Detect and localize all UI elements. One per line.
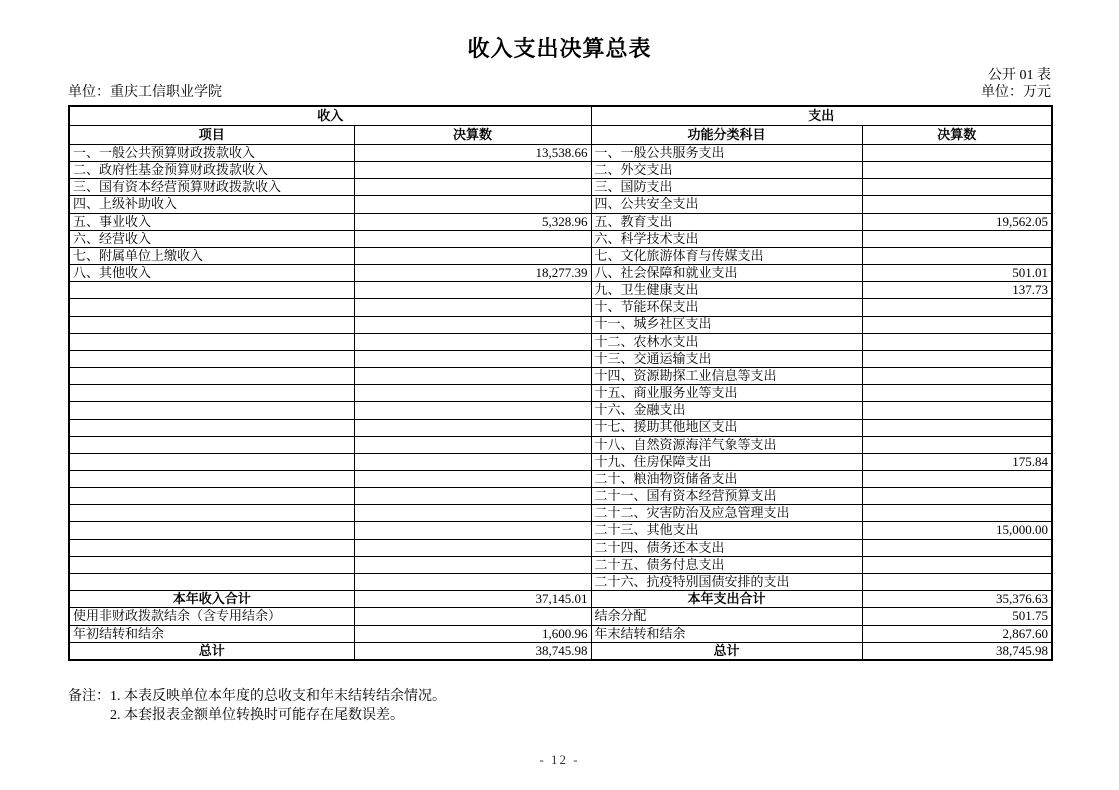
table-row bbox=[69, 402, 1052, 419]
income-value-cell: 37,145.01 bbox=[354, 591, 591, 608]
expense-item-cell: 六、科学技术支出 bbox=[591, 230, 862, 247]
expense-item-cell: 十、节能环保支出 bbox=[591, 299, 862, 316]
income-value-header-cell: 决算数 bbox=[354, 126, 591, 145]
income-value-cell bbox=[354, 402, 591, 419]
expense-value-cell: 501.75 bbox=[862, 608, 1052, 625]
table-row bbox=[69, 265, 1052, 282]
table-row bbox=[69, 470, 1052, 487]
income-item-cell: 八、其他收入 bbox=[69, 265, 354, 282]
table-row bbox=[69, 213, 1052, 230]
income-item-cell: 总计 bbox=[69, 642, 354, 660]
income-item-cell bbox=[69, 419, 354, 436]
income-value-cell bbox=[354, 162, 591, 179]
income-item-cell bbox=[69, 573, 354, 590]
expense-item-cell: 二十六、抗疫特别国债安排的支出 bbox=[591, 573, 862, 590]
column-header-row bbox=[69, 126, 1052, 145]
income-item-cell bbox=[69, 470, 354, 487]
expense-item-cell: 二十、粮油物资储备支出 bbox=[591, 470, 862, 487]
table-row bbox=[69, 368, 1052, 385]
expense-value-cell bbox=[862, 145, 1052, 162]
expense-value-cell bbox=[862, 247, 1052, 264]
income-section-header-cell: 收入 bbox=[69, 106, 591, 126]
income-value-cell bbox=[354, 333, 591, 350]
expense-item-cell: 年末结转和结余 bbox=[591, 625, 862, 642]
expense-value-cell: 2,867.60 bbox=[862, 625, 1052, 642]
income-item-cell: 七、附属单位上缴收入 bbox=[69, 247, 354, 264]
income-item-cell bbox=[69, 522, 354, 539]
table-row bbox=[69, 333, 1052, 350]
income-item-cell: 年初结转和结余 bbox=[69, 625, 354, 642]
expense-value-cell: 15,000.00 bbox=[862, 522, 1052, 539]
income-value-cell bbox=[354, 436, 591, 453]
expense-item-cell: 十三、交通运输支出 bbox=[591, 350, 862, 367]
income-item-cell bbox=[69, 350, 354, 367]
expense-item-cell: 十八、自然资源海洋气象等支出 bbox=[591, 436, 862, 453]
expense-item-cell: 三、国防支出 bbox=[591, 179, 862, 196]
income-item-cell: 一、一般公共预算财政拨款收入 bbox=[69, 145, 354, 162]
expense-item-cell: 八、社会保障和就业支出 bbox=[591, 265, 862, 282]
income-item-cell: 五、事业收入 bbox=[69, 213, 354, 230]
expense-value-cell bbox=[862, 419, 1052, 436]
table-summary bbox=[69, 591, 1052, 660]
expense-item-cell: 结余分配 bbox=[591, 608, 862, 625]
income-item-cell: 四、上级补助收入 bbox=[69, 196, 354, 213]
table-row bbox=[69, 453, 1052, 470]
table-row bbox=[69, 591, 1052, 608]
table-body bbox=[69, 145, 1052, 591]
income-item-cell bbox=[69, 299, 354, 316]
table-row bbox=[69, 419, 1052, 436]
table-row bbox=[69, 316, 1052, 333]
summary-table bbox=[68, 105, 1053, 661]
income-item-cell bbox=[69, 488, 354, 505]
income-value-cell bbox=[354, 282, 591, 299]
expense-value-cell bbox=[862, 556, 1052, 573]
income-item-cell: 三、国有资本经营预算财政拨款收入 bbox=[69, 179, 354, 196]
income-value-cell bbox=[354, 350, 591, 367]
expense-value-cell bbox=[862, 230, 1052, 247]
expense-item-cell: 二十四、债务还本支出 bbox=[591, 539, 862, 556]
table-row bbox=[69, 145, 1052, 162]
table-row bbox=[69, 282, 1052, 299]
note-line: 2. 本套报表金额单位转换时可能存在尾数误差。 bbox=[110, 708, 404, 723]
income-item-cell bbox=[69, 436, 354, 453]
table-row bbox=[69, 436, 1052, 453]
expense-item-cell: 二十一、国有资本经营预算支出 bbox=[591, 488, 862, 505]
income-value-cell bbox=[354, 539, 591, 556]
expense-value-cell: 35,376.63 bbox=[862, 591, 1052, 608]
income-value-cell bbox=[354, 608, 591, 625]
expense-value-header-cell: 决算数 bbox=[862, 126, 1052, 145]
table-row bbox=[69, 556, 1052, 573]
income-value-cell bbox=[354, 419, 591, 436]
income-value-cell bbox=[354, 470, 591, 487]
expense-section-header-cell: 支出 bbox=[591, 106, 1052, 126]
expense-item-cell: 十四、资源勘探工业信息等支出 bbox=[591, 368, 862, 385]
notes-lines bbox=[110, 687, 446, 725]
income-item-cell: 二、政府性基金预算财政拨款收入 bbox=[69, 162, 354, 179]
table-row bbox=[69, 350, 1052, 367]
income-value-cell bbox=[354, 230, 591, 247]
expense-item-cell: 一、一般公共服务支出 bbox=[591, 145, 862, 162]
expense-item-cell: 十一、城乡社区支出 bbox=[591, 316, 862, 333]
expense-value-cell bbox=[862, 368, 1052, 385]
expense-item-cell: 五、教育支出 bbox=[591, 213, 862, 230]
expense-item-cell: 十五、商业服务业等支出 bbox=[591, 385, 862, 402]
income-item-cell bbox=[69, 556, 354, 573]
income-item-cell bbox=[69, 368, 354, 385]
expense-value-cell bbox=[862, 179, 1052, 196]
income-value-cell bbox=[354, 573, 591, 590]
page-title: 收入支出决算总表 bbox=[467, 36, 652, 61]
table-row bbox=[69, 505, 1052, 522]
doc-code: 公开 01 表 bbox=[988, 68, 1051, 83]
expense-value-cell bbox=[862, 385, 1052, 402]
expense-value-cell: 501.01 bbox=[862, 265, 1052, 282]
unit-of-measure: 单位：万元 bbox=[981, 85, 1051, 100]
table-row bbox=[69, 230, 1052, 247]
expense-value-cell bbox=[862, 470, 1052, 487]
income-item-cell bbox=[69, 385, 354, 402]
income-value-cell bbox=[354, 247, 591, 264]
table-row bbox=[69, 625, 1052, 642]
income-value-cell bbox=[354, 505, 591, 522]
table-row bbox=[69, 299, 1052, 316]
expense-item-cell: 九、卫生健康支出 bbox=[591, 282, 862, 299]
income-value-cell bbox=[354, 299, 591, 316]
expense-item-cell: 二、外交支出 bbox=[591, 162, 862, 179]
notes bbox=[68, 687, 1051, 725]
income-value-cell: 1,600.96 bbox=[354, 625, 591, 642]
expense-value-cell bbox=[862, 436, 1052, 453]
expense-value-cell bbox=[862, 162, 1052, 179]
income-item-cell: 六、经营收入 bbox=[69, 230, 354, 247]
income-item-cell: 本年收入合计 bbox=[69, 591, 354, 608]
income-value-cell bbox=[354, 368, 591, 385]
income-value-cell: 18,277.39 bbox=[354, 265, 591, 282]
expense-value-cell bbox=[862, 539, 1052, 556]
income-item-cell bbox=[69, 539, 354, 556]
income-item-cell bbox=[69, 316, 354, 333]
page-number: - 12 - bbox=[539, 752, 580, 767]
income-value-cell bbox=[354, 488, 591, 505]
expense-item-cell: 二十二、灾害防治及应急管理支出 bbox=[591, 505, 862, 522]
section-header-row bbox=[69, 106, 1052, 126]
note-line: 1. 本表反映单位本年度的总收支和年末结转结余情况。 bbox=[110, 689, 446, 704]
expense-item-cell: 七、文化旅游体育与传媒支出 bbox=[591, 247, 862, 264]
income-item-header-cell: 项目 bbox=[69, 126, 354, 145]
expense-value-cell: 38,745.98 bbox=[862, 642, 1052, 660]
table-row bbox=[69, 196, 1052, 213]
income-item-cell bbox=[69, 333, 354, 350]
expense-value-cell bbox=[862, 505, 1052, 522]
income-value-cell: 5,328.96 bbox=[354, 213, 591, 230]
expense-item-cell: 十二、农林水支出 bbox=[591, 333, 862, 350]
notes-label: 备注： bbox=[68, 689, 110, 704]
expense-item-cell: 本年支出合计 bbox=[591, 591, 862, 608]
table-row bbox=[69, 162, 1052, 179]
income-value-cell bbox=[354, 385, 591, 402]
expense-item-cell: 总计 bbox=[591, 642, 862, 660]
expense-item-cell: 四、公共安全支出 bbox=[591, 196, 862, 213]
expense-value-cell bbox=[862, 350, 1052, 367]
table-row bbox=[69, 539, 1052, 556]
expense-value-cell: 19,562.05 bbox=[862, 213, 1052, 230]
income-item-cell bbox=[69, 505, 354, 522]
unit-name: 单位：重庆工信职业学院 bbox=[68, 85, 222, 100]
income-value-cell: 13,538.66 bbox=[354, 145, 591, 162]
expense-value-cell bbox=[862, 316, 1052, 333]
table-row bbox=[69, 608, 1052, 625]
table-row bbox=[69, 385, 1052, 402]
expense-item-cell: 二十三、其他支出 bbox=[591, 522, 862, 539]
income-value-cell bbox=[354, 316, 591, 333]
table-row bbox=[69, 247, 1052, 264]
income-item-cell bbox=[69, 282, 354, 299]
expense-value-cell: 175.84 bbox=[862, 453, 1052, 470]
income-value-cell bbox=[354, 179, 591, 196]
expense-value-cell bbox=[862, 402, 1052, 419]
income-value-cell: 38,745.98 bbox=[354, 642, 591, 660]
table-row bbox=[69, 642, 1052, 660]
expense-item-cell: 十九、住房保障支出 bbox=[591, 453, 862, 470]
expense-item-cell: 十七、援助其他地区支出 bbox=[591, 419, 862, 436]
income-item-cell bbox=[69, 402, 354, 419]
expense-value-cell bbox=[862, 333, 1052, 350]
table-row bbox=[69, 488, 1052, 505]
table-row bbox=[69, 179, 1052, 196]
expense-value-cell bbox=[862, 488, 1052, 505]
income-value-cell bbox=[354, 522, 591, 539]
income-value-cell bbox=[354, 453, 591, 470]
income-value-cell bbox=[354, 196, 591, 213]
table-row bbox=[69, 522, 1052, 539]
income-item-cell bbox=[69, 453, 354, 470]
income-value-cell bbox=[354, 556, 591, 573]
expense-value-cell bbox=[862, 299, 1052, 316]
expense-value-cell bbox=[862, 196, 1052, 213]
table-row bbox=[69, 573, 1052, 590]
expense-item-header-cell: 功能分类科目 bbox=[591, 126, 862, 145]
expense-value-cell bbox=[862, 573, 1052, 590]
income-item-cell: 使用非财政拨款结余（含专用结余） bbox=[69, 608, 354, 625]
expense-item-cell: 十六、金融支出 bbox=[591, 402, 862, 419]
meta-row bbox=[68, 84, 1051, 101]
expense-item-cell: 二十五、债务付息支出 bbox=[591, 556, 862, 573]
expense-value-cell: 137.73 bbox=[862, 282, 1052, 299]
